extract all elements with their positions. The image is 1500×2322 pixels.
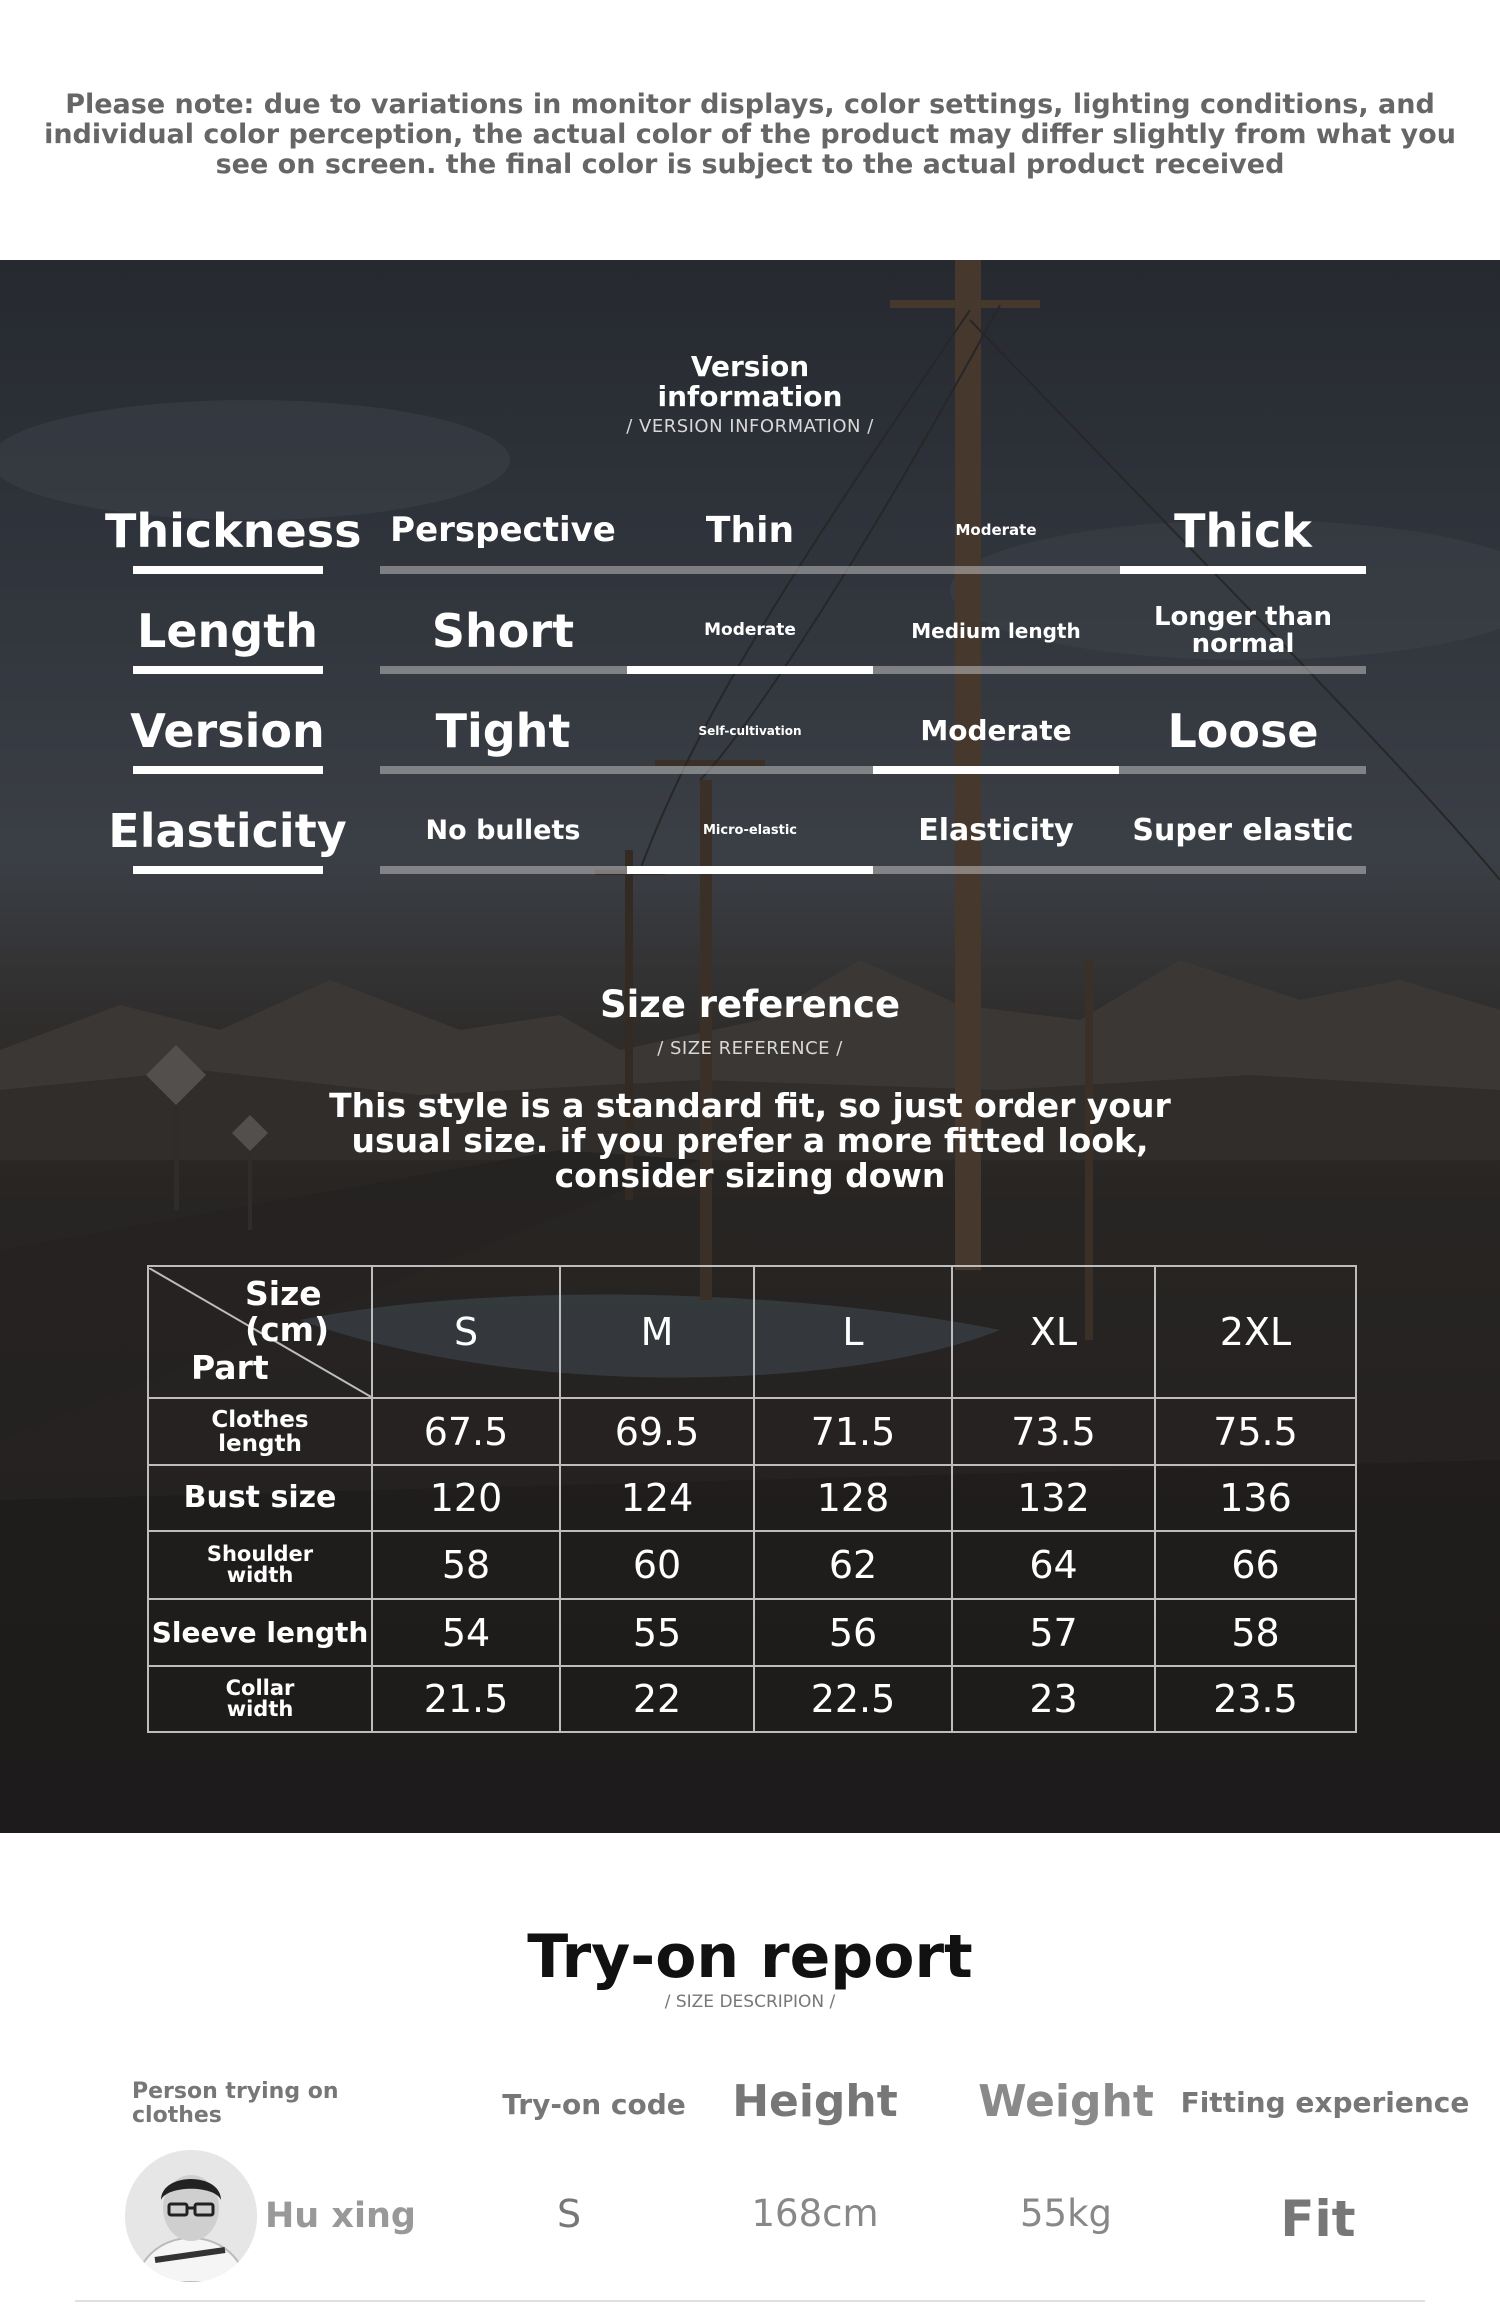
size-value-cell: 22.5 [754,1666,952,1732]
version-label: Elasticity [108,804,347,858]
size-table-row [148,1666,1356,1732]
size-value-cell: 73.5 [952,1398,1155,1465]
version-row-version [0,700,1500,800]
version-label: Length [137,604,318,658]
size-table-row [148,1599,1356,1666]
size-part-cell: Bust size [148,1465,372,1531]
size-value-cell: 64 [952,1531,1155,1599]
version-option: No bullets [425,814,581,846]
color-disclaimer-note: Please note: due to variations in monitor displays, color settings, lighting conditions, and individual color perception, the actual color of the product may differ slightly from what you see on screen. the final color is subject to the actual product received [44,89,1456,180]
version-row-length [0,600,1500,700]
size-reference-text: This style is a standard fit, so just order your usual size. if you prefer a more fitted look, consider sizing down [329,1086,1171,1195]
version-option: Loose [1167,703,1319,758]
person-avatar-icon [125,2150,257,2282]
entry-weight: 55kg [1020,2192,1112,2235]
header-weight: Weight [978,2076,1154,2127]
corner-part-label: Part [191,1348,269,1387]
version-label: Version [130,704,325,758]
size-table-corner [148,1266,372,1398]
header-code: Try-on code [502,2088,686,2121]
size-value-cell: 124 [560,1465,754,1531]
size-header-cell: 2XL [1155,1266,1356,1398]
size-value-cell: 66 [1155,1531,1356,1599]
try-on-subtitle: / SIZE DESCRIPION / [664,1992,836,2012]
size-value-cell: 21.5 [372,1666,560,1732]
entry-name: Hu xing [265,2196,416,2236]
version-label-underline [133,666,323,674]
try-on-title: Try-on report [527,1922,973,1992]
version-selected-bar [627,866,873,874]
size-value-cell: 132 [952,1465,1155,1531]
version-option-selected: Thick [1174,503,1312,558]
size-value-cell: 23.5 [1155,1666,1356,1732]
version-label-underline [133,766,323,774]
size-table-header-row [148,1266,1356,1398]
version-label: Thickness [105,504,362,558]
version-option: Thin [705,510,795,552]
size-value-cell: 75.5 [1155,1398,1356,1465]
version-option: Longer than normal [1153,601,1333,659]
version-track [380,866,1366,874]
version-option: Tight [435,703,571,758]
size-header-cell: L [754,1266,952,1398]
size-part-cell: Collar width [148,1666,372,1732]
size-value-cell: 58 [372,1531,560,1599]
size-part-cell: Sleeve length [148,1599,372,1666]
size-value-cell: 62 [754,1531,952,1599]
version-option: Super elastic [1132,813,1354,849]
size-reference-subtitle: / SIZE REFERENCE / [657,1038,843,1059]
version-selected-bar [1120,566,1366,574]
version-label-underline [133,866,323,874]
header-experience: Fitting experience [1180,2086,1470,2119]
size-value-cell: 22 [560,1666,754,1732]
version-option: Medium length [911,618,1081,643]
version-option: Perspective [390,510,616,551]
version-selected-bar [627,666,873,674]
size-reference-title: Size reference [599,983,901,1026]
version-info-subtitle: / VERSION INFORMATION / [626,416,874,437]
size-value-cell: 69.5 [560,1398,754,1465]
version-option: Short [431,603,575,658]
size-part-cell: Clothes length [148,1398,372,1465]
corner-size-label: Size (cm) [245,1274,330,1349]
version-label-underline [133,566,323,574]
version-row-elasticity [0,800,1500,900]
avatar [125,2150,257,2282]
version-option-selected: Moderate [704,620,796,641]
version-row-thickness [0,500,1500,600]
size-value-cell: 60 [560,1531,754,1599]
size-part-cell: Shoulder width [148,1531,372,1599]
size-value-cell: 71.5 [754,1398,952,1465]
size-value-cell: 67.5 [372,1398,560,1465]
header-height: Height [732,2076,898,2127]
version-info-title-line2: information [657,380,843,413]
size-value-cell: 56 [754,1599,952,1666]
version-option-selected: Moderate [920,714,1072,748]
size-table-row [148,1531,1356,1599]
entry-experience: Fit [1280,2190,1356,2248]
entry-height: 168cm [751,2192,879,2235]
size-header-cell: M [560,1266,754,1398]
size-value-cell: 58 [1155,1599,1356,1666]
version-selected-bar [873,766,1119,774]
size-header-cell: XL [952,1266,1155,1398]
header-person: Person trying on clothes [132,2079,339,2128]
size-value-cell: 23 [952,1666,1155,1732]
version-option: Moderate [955,521,1037,540]
version-track [380,666,1366,674]
version-info-title-line1: Version [690,350,810,383]
size-value-cell: 54 [372,1599,560,1666]
size-value-cell: 55 [560,1599,754,1666]
size-value-cell: 128 [754,1465,952,1531]
row-divider [75,2300,1425,2302]
size-table [147,1265,1357,1733]
size-header-cell: S [372,1266,560,1398]
version-option-selected: Micro-elastic [703,823,797,839]
size-value-cell: 120 [372,1465,560,1531]
version-option: Self-cultivation [698,723,802,738]
version-info-title [0,352,1500,412]
version-option: Elasticity [918,813,1074,849]
entry-code: S [556,2192,582,2236]
size-value-cell: 136 [1155,1465,1356,1531]
size-table-row [148,1465,1356,1531]
size-value-cell: 57 [952,1599,1155,1666]
size-table-row [148,1398,1356,1465]
